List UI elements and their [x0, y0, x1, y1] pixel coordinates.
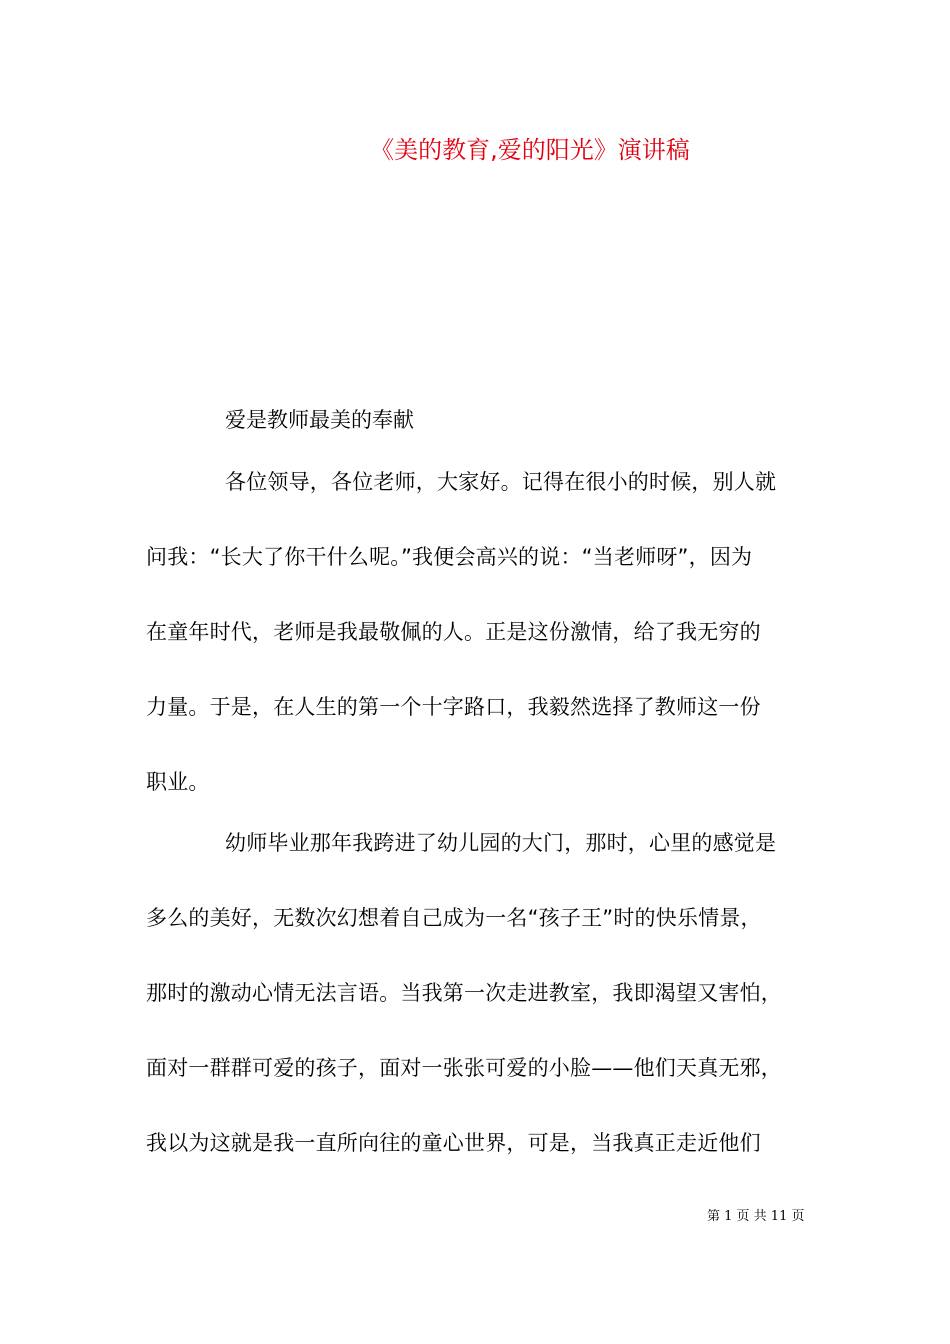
- paragraph-line: 那时的激动心情无法言语。当我第一次走进教室，我即渴望又害怕，: [146, 981, 782, 1005]
- paragraph-line: 幼师毕业那年我跨进了幼儿园的大门，那时，心里的感觉是: [225, 831, 777, 855]
- paragraph-line: 问我：“长大了你干什么呢。”我便会高兴的说：“当老师呀”，因为: [146, 545, 753, 569]
- paragraph-line: 职业。: [146, 770, 210, 794]
- paragraph-line: 多么的美好，无数次幻想着自己成为一名“孩子王”时的快乐情景，: [146, 906, 762, 930]
- paragraph-2: [146, 806, 826, 1181]
- page-number-footer: 第 1 页 共 11 页: [707, 1209, 805, 1224]
- paragraph-line: 力量。于是，在人生的第一个十字路口，我毅然选择了教师这一份: [146, 695, 761, 719]
- paragraph-line: 我以为这就是我一直所向往的童心世界，可是，当我真正走近他们: [146, 1131, 761, 1155]
- paragraph-line: 各位领导，各位老师，大家好。记得在很小的时候，别人就: [225, 470, 777, 494]
- paragraph-1: [146, 445, 826, 820]
- paragraph-line: 面对一群群可爱的孩子，面对一张张可爱的小脸——他们天真无邪，: [146, 1056, 782, 1080]
- document-title: 《美的教育,爱的阳光》演讲稿: [370, 136, 690, 164]
- document-subtitle: 爱是教师最美的奉献: [225, 408, 414, 432]
- paragraph-line: 在童年时代，老师是我最敬佩的人。正是这份激情，给了我无穷的: [146, 620, 761, 644]
